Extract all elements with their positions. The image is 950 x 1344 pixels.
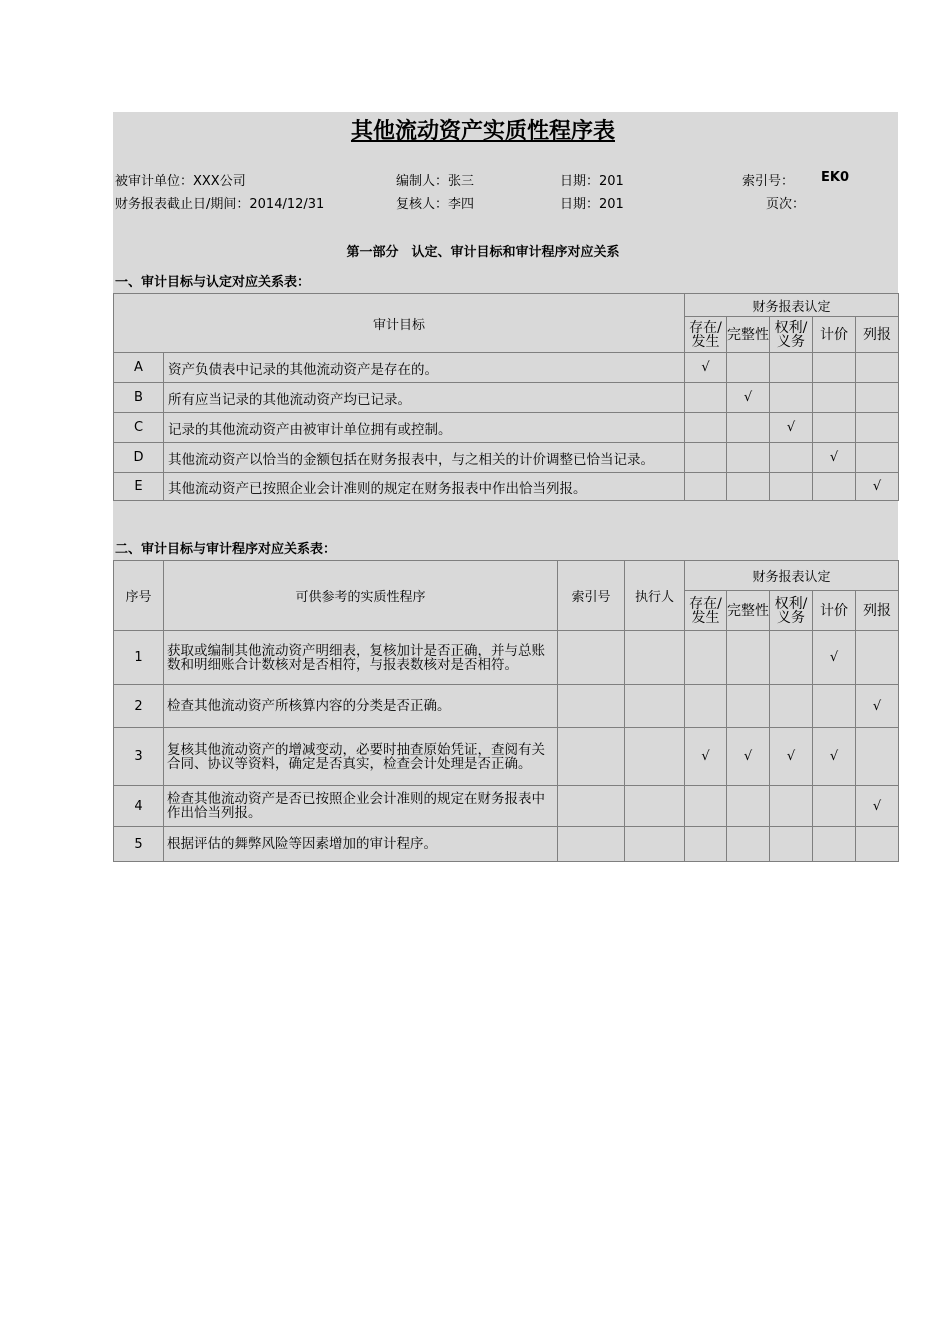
row-objective: 其他流动资产已按照企业会计准则的规定在财务报表中作出恰当列报。 [164, 473, 685, 501]
check-cell [813, 413, 856, 443]
check-cell: √ [813, 728, 856, 786]
table-row [114, 685, 899, 728]
table-row [114, 786, 899, 827]
table-row [114, 443, 899, 473]
check-cell: √ [856, 473, 899, 501]
entity-label: 被审计单位：XXX公司 [115, 174, 246, 189]
check-cell [727, 827, 770, 862]
check-cell: √ [685, 728, 727, 786]
row-procedure: 根据评估的舞弊风险等因素增加的审计程序。 [164, 827, 558, 862]
row-index [558, 786, 625, 827]
procedure-assertion-table [113, 560, 899, 862]
check-cell: √ [685, 353, 727, 383]
assertion-presentation: 列报 [856, 591, 899, 631]
check-cell [856, 413, 899, 443]
row-objective: 其他流动资产以恰当的金额包括在财务报表中，与之相关的计价调整已恰当记录。 [164, 443, 685, 473]
row-index [558, 827, 625, 862]
check-cell [813, 786, 856, 827]
table-row [114, 728, 899, 786]
assertion-completeness: 完整性 [727, 317, 770, 353]
col-objective: 审计目标 [114, 294, 685, 353]
check-cell [770, 685, 813, 728]
section2-title: 二、审计目标与审计程序对应关系表： [115, 542, 337, 557]
check-cell [770, 631, 813, 685]
check-cell: √ [770, 413, 813, 443]
check-cell [770, 473, 813, 501]
col-procedure: 可供参考的实质性程序 [164, 561, 558, 631]
col-assertion-group: 财务报表认定 [685, 561, 899, 591]
index-label: 索引号： [742, 174, 795, 189]
row-executor [625, 728, 685, 786]
row-objective: 记录的其他流动资产由被审计单位拥有或控制。 [164, 413, 685, 443]
page-title: 其他流动资产实质性程序表 [350, 118, 615, 144]
assertion-valuation: 计价 [813, 591, 856, 631]
row-no: 4 [114, 786, 164, 827]
row-objective: 资产负债表中记录的其他流动资产是存在的。 [164, 353, 685, 383]
row-executor [625, 685, 685, 728]
row-code: E [114, 473, 164, 501]
check-cell [856, 631, 899, 685]
row-procedure: 检查其他流动资产是否已按照企业会计准则的规定在财务报表中作出恰当列报。 [164, 786, 558, 827]
row-index [558, 685, 625, 728]
reviewer-label: 复核人：李四 [396, 197, 475, 212]
row-no: 3 [114, 728, 164, 786]
row-no: 1 [114, 631, 164, 685]
col-index: 索引号 [558, 561, 625, 631]
row-no: 2 [114, 685, 164, 728]
row-procedure: 检查其他流动资产所核算内容的分类是否正确。 [164, 685, 558, 728]
check-cell [813, 827, 856, 862]
check-cell [727, 443, 770, 473]
check-cell [727, 413, 770, 443]
table-row [114, 631, 899, 685]
check-cell [770, 786, 813, 827]
check-cell: √ [856, 786, 899, 827]
assertion-valuation: 计价 [813, 317, 856, 353]
table-row [114, 827, 899, 862]
check-cell: √ [856, 685, 899, 728]
check-cell [685, 443, 727, 473]
check-cell [856, 383, 899, 413]
check-cell [813, 353, 856, 383]
assertion-presentation: 列报 [856, 317, 899, 353]
row-index [558, 631, 625, 685]
check-cell [856, 443, 899, 473]
check-cell: √ [813, 443, 856, 473]
row-executor [625, 827, 685, 862]
table-row [114, 413, 899, 443]
check-cell [813, 685, 856, 728]
check-cell [770, 443, 813, 473]
check-cell [856, 728, 899, 786]
check-cell [685, 685, 727, 728]
check-cell [685, 631, 727, 685]
check-cell [813, 383, 856, 413]
col-assertion-group: 财务报表认定 [685, 294, 899, 317]
row-code: A [114, 353, 164, 383]
row-no: 5 [114, 827, 164, 862]
table-row [114, 383, 899, 413]
date1-label: 日期：201 [560, 174, 624, 189]
table-row [114, 473, 899, 501]
check-cell [770, 353, 813, 383]
check-cell [856, 353, 899, 383]
check-cell [727, 685, 770, 728]
page-label: 页次： [766, 197, 806, 212]
row-procedure: 获取或编制其他流动资产明细表，复核加计是否正确，并与总账数和明细账合计数核对是否相符，与报表数核对是否相符。 [164, 631, 558, 685]
check-cell: √ [770, 728, 813, 786]
part-title: 第一部分 认定、审计目标和审计程序对应关系 [346, 245, 620, 260]
check-cell [770, 827, 813, 862]
row-code: B [114, 383, 164, 413]
row-executor [625, 631, 685, 685]
row-procedure: 复核其他流动资产的增减变动，必要时抽查原始凭证，查阅有关合同、协议等资料，确定是否真实，检查会计处理是否正确。 [164, 728, 558, 786]
row-executor [625, 786, 685, 827]
check-cell [727, 353, 770, 383]
check-cell [856, 827, 899, 862]
assertion-completeness: 完整性 [727, 591, 770, 631]
assertion-existence: 存在/发生 [685, 317, 727, 353]
row-index [558, 728, 625, 786]
row-code: C [114, 413, 164, 443]
period-label: 财务报表截止日/期间：2014/12/31 [115, 197, 325, 212]
check-cell [727, 786, 770, 827]
check-cell [685, 383, 727, 413]
check-cell [685, 827, 727, 862]
check-cell [770, 383, 813, 413]
assertion-rights: 权利/义务 [770, 591, 813, 631]
col-no: 序号 [114, 561, 164, 631]
index-value: EK0 [821, 170, 849, 185]
section1-title: 一、审计目标与认定对应关系表： [115, 275, 311, 290]
check-cell [727, 631, 770, 685]
row-objective: 所有应当记录的其他流动资产均已记录。 [164, 383, 685, 413]
col-executor: 执行人 [625, 561, 685, 631]
check-cell [685, 413, 727, 443]
table-row [114, 353, 899, 383]
assertion-existence: 存在/发生 [685, 591, 727, 631]
check-cell [813, 473, 856, 501]
check-cell: √ [727, 728, 770, 786]
check-cell: √ [813, 631, 856, 685]
check-cell [727, 473, 770, 501]
objective-assertion-table [113, 293, 899, 501]
row-code: D [114, 443, 164, 473]
preparer-label: 编制人：张三 [396, 174, 475, 189]
check-cell [685, 473, 727, 501]
date2-label: 日期：201 [560, 197, 624, 212]
assertion-rights: 权利/义务 [770, 317, 813, 353]
check-cell: √ [727, 383, 770, 413]
check-cell [685, 786, 727, 827]
